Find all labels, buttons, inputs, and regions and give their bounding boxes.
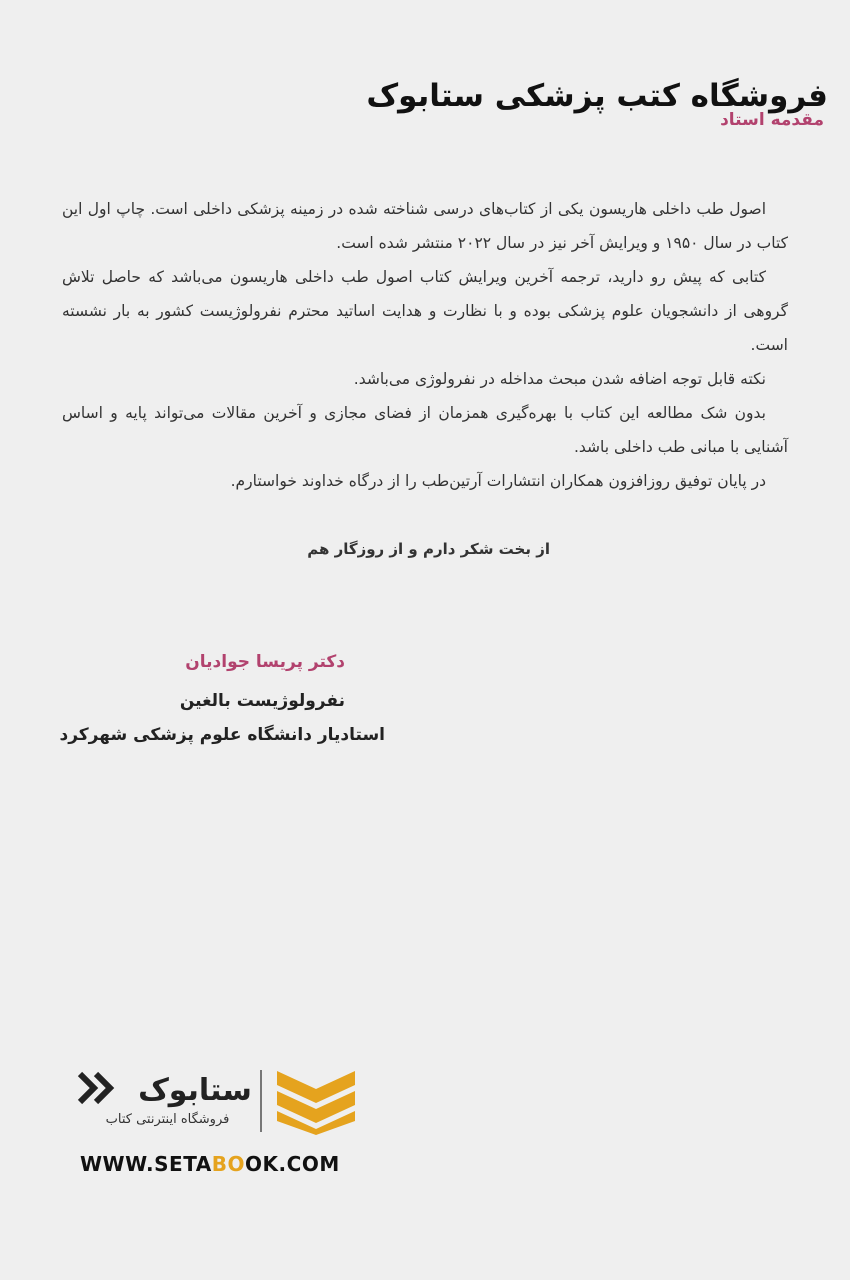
paragraph: کتابی که پیش رو دارید، ترجمه آخرین ویرایش کتاب اصول طب داخلی هاریسون می‌باشد که حاصل تلاش گروهی از دانشجویان علوم پزشکی بوده و با نظارت و هدایت اساتید محترم نفرولوژیست کشور به بار نشسته است. — [62, 268, 788, 354]
url-part: OK.COM — [245, 1152, 340, 1176]
section-title: مقدمه استاد — [720, 110, 824, 130]
url-part: WWW.SETA — [80, 1152, 212, 1176]
logo-tagline: فروشگاه اینترنتی کتاب — [105, 1112, 230, 1127]
url-accent: BO — [211, 1152, 246, 1176]
paragraph: نکته قابل توجه اضافه شدن مبحث مداخله در نفرولوژی می‌باشد. — [353, 370, 766, 388]
paragraph: بدون شک مطالعه این کتاب با بهره‌گیری همزمان از فضای مجازی و آخرین مقالات می‌تواند پایه و اساس آشنایی با مبانی طب داخلی باشد. — [62, 404, 788, 456]
website-url — [80, 1152, 340, 1176]
paragraph: اصول طب داخلی هاریسون یکی از کتاب‌های درسی شناخته شده در زمینه پزشکی داخلی است. چاپ اول این کتاب در سال ۱۹۵۰ و ویرایش آخر نیز در سال ۲۰۲۲ منتشر شده است. — [62, 200, 788, 252]
setabook-logo — [60, 1060, 360, 1180]
store-title: فروشگاه کتب پزشکی ستابوک — [366, 78, 828, 114]
logo-divider — [260, 1070, 262, 1132]
wordmark-text: ستابوک — [138, 1073, 252, 1108]
paragraph: در پایان توفیق روزافزون همکاران انتشارات آرتین‌طب را از درگاه خداوند خواستارم. — [230, 472, 766, 490]
author-role: نفرولوژیست بالغین — [179, 691, 345, 711]
book-chevron-icon — [275, 1065, 357, 1135]
poem-verse: از بخت شکر دارم و از روزگار هم — [307, 540, 550, 558]
author-affiliation: استادیار دانشگاه علوم پزشکی شهرکرد — [59, 725, 385, 745]
author-name: دکتر پریسا جوادیان — [185, 652, 345, 672]
foreword-body — [62, 192, 788, 498]
wordmark-logo — [70, 1066, 255, 1110]
